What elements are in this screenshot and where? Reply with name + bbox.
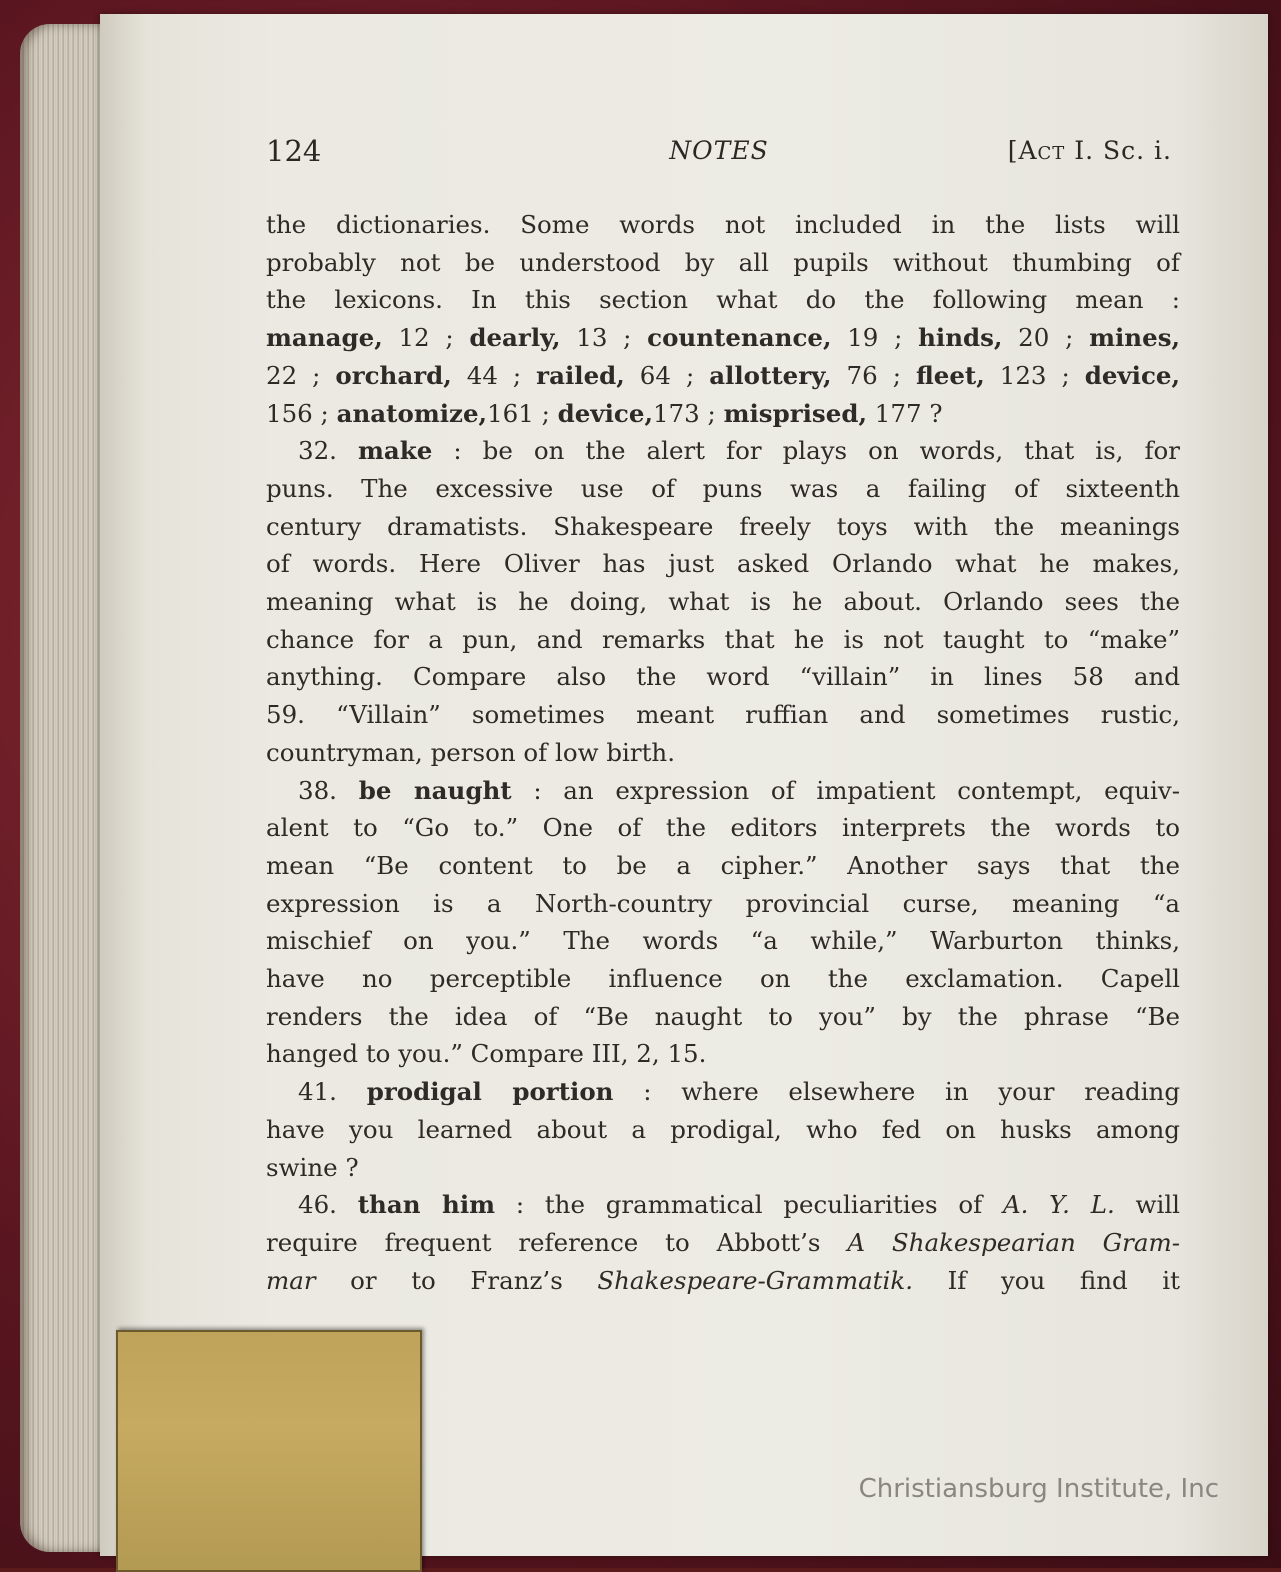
note-text: : be on the alert for plays on words, that is, for	[432, 436, 1180, 466]
gloss-word: device,	[557, 398, 653, 428]
act-small-caps: ct	[1037, 136, 1066, 165]
page-header	[266, 134, 1172, 174]
text-line: meaning what is he doing, what is he about. Orlando sees the	[266, 587, 1180, 617]
gloss-word: manage,	[266, 323, 383, 353]
text-line: century dramatists. Shakespeare freely toys with the meanings	[266, 511, 1180, 541]
gloss-word: misprised,	[723, 398, 867, 428]
act-scene-reference	[1008, 136, 1172, 165]
note-term: prodigal portion	[366, 1077, 614, 1107]
line-ref: 177 ?	[866, 398, 943, 428]
text-line: mischief on you.” The words “a while,” Warburton thinks,	[266, 926, 1180, 956]
bookmark-card	[116, 1330, 422, 1572]
book-title: Shakespeare-Grammatik.	[597, 1265, 914, 1295]
line-ref: 44 ;	[451, 360, 537, 390]
line-ref: 22 ;	[266, 360, 336, 390]
text-line: puns. The excessive use of puns was a failing of sixteenth	[266, 473, 1180, 503]
note-41	[266, 1073, 1180, 1186]
line-ref: 76 ;	[831, 360, 916, 390]
text-line	[266, 432, 1180, 470]
book-title: mar	[266, 1265, 316, 1295]
text-line: have you learned about a prodigal, who fed on husks among	[266, 1114, 1180, 1144]
running-title: NOTES	[669, 136, 769, 165]
note-number: 32.	[298, 436, 337, 466]
note-number: 38.	[298, 775, 337, 805]
text-line: swine ?	[266, 1152, 359, 1182]
book-title: A Shakespearian Gram-	[847, 1227, 1180, 1257]
line-ref: 161 ;	[487, 398, 558, 428]
gloss-word: dearly,	[469, 323, 561, 353]
note-46	[266, 1186, 1180, 1299]
note-term: make	[357, 436, 433, 466]
text-line	[266, 1224, 1180, 1262]
text-line: alent to “Go to.” One of the editors interprets the words to	[266, 813, 1180, 843]
note-text: If you find it	[913, 1265, 1180, 1295]
line-ref: 19 ;	[831, 323, 919, 353]
text-line: the lexicons. In this section what do the following mean :	[266, 285, 1180, 315]
text-line: have no perceptible influence on the exclamation. Capell	[266, 964, 1180, 994]
gloss-word: mines,	[1089, 323, 1181, 353]
line-ref: 173 ;	[652, 398, 724, 428]
text-line: countryman, person of low birth.	[266, 737, 675, 767]
note-number: 41.	[298, 1077, 337, 1107]
note-text: or to Franz’s	[315, 1265, 598, 1295]
text-line	[266, 357, 1180, 395]
text-line	[266, 1262, 1180, 1300]
gloss-word: hinds,	[918, 323, 1003, 353]
note-text: : an expression of impatient contempt, equiv-	[511, 775, 1180, 805]
note-38	[266, 772, 1180, 1074]
gloss-word: countenance,	[647, 323, 832, 353]
text-line	[266, 1073, 1180, 1111]
text-line: renders the idea of “Be naught to you” by the phrase “Be	[266, 1001, 1180, 1031]
note-number: 46.	[298, 1190, 337, 1220]
text-line	[266, 772, 1180, 810]
text-line: probably not be understood by all pupils without thumbing of	[266, 247, 1180, 277]
line-ref: 156 ;	[266, 398, 337, 428]
gloss-word: railed,	[536, 360, 625, 390]
gloss-word: orchard,	[335, 360, 452, 390]
note-text: require frequent reference to Abbott’s	[266, 1227, 848, 1257]
note-text: : where elsewhere in your reading	[613, 1077, 1180, 1107]
line-ref: 13 ;	[560, 323, 648, 353]
page-edges	[20, 24, 110, 1552]
text-line: the dictionaries. Some words not included in the lists will	[266, 210, 1180, 239]
act-rest: I. Sc. i.	[1065, 136, 1172, 165]
line-ref: 123 ;	[984, 360, 1085, 390]
gloss-word: allottery,	[709, 360, 832, 390]
text-line: of words. Here Oliver has just asked Orlando what he makes,	[266, 549, 1180, 579]
note-term: be naught	[358, 775, 512, 805]
title-abbrev: A. Y. L.	[1002, 1190, 1115, 1220]
gloss-word: device,	[1084, 360, 1181, 390]
text-line: chance for a pun, and remarks that he is not taught to “make”	[266, 624, 1180, 654]
text-line: anything. Compare also the word “villain” in lines 58 and	[266, 662, 1180, 692]
paragraph-intro	[266, 206, 1180, 432]
text-line: expression is a North-country provincial curse, meaning “a	[266, 888, 1180, 918]
line-ref: 64 ;	[624, 360, 710, 390]
line-ref: 12 ;	[382, 323, 470, 353]
text-line	[266, 319, 1180, 357]
text-line: hanged to you.” Compare III, 2, 15.	[266, 1039, 707, 1069]
text-line	[266, 395, 1180, 433]
note-term: than him	[357, 1190, 496, 1220]
watermark: Christiansburg Institute, Inc	[858, 1474, 1219, 1504]
note-text: will	[1114, 1190, 1181, 1220]
line-ref: 20 ;	[1002, 323, 1090, 353]
note-text: : the grammatical peculiarities of	[495, 1190, 1003, 1220]
text-line	[266, 1186, 1180, 1224]
act-prefix: [A	[1007, 136, 1038, 165]
note-32	[266, 432, 1180, 771]
gloss-word: anatomize,	[336, 398, 488, 428]
page-number: 124	[266, 134, 322, 168]
text-line: 59. “Villain” sometimes meant ruffian and sometimes rustic,	[266, 700, 1180, 730]
notes-body	[266, 206, 1180, 1299]
text-line: mean “Be content to be a cipher.” Another says that the	[266, 850, 1180, 880]
gloss-word: fleet,	[915, 360, 985, 390]
